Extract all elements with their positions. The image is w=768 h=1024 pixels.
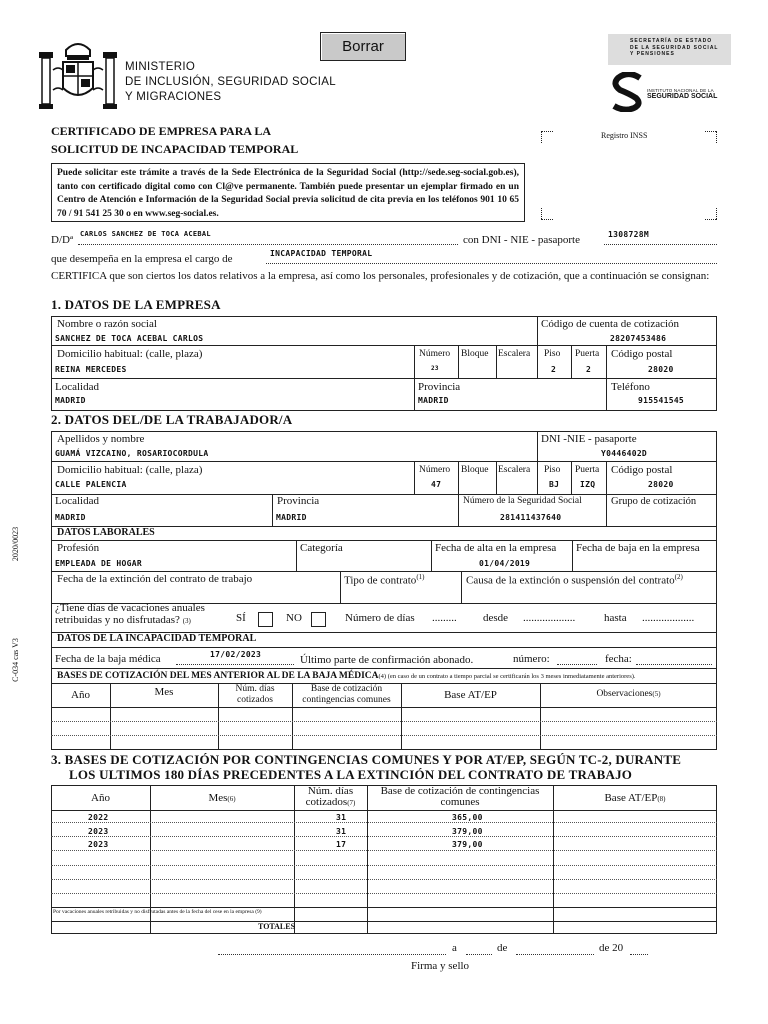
trabajador-apellidos-label: Apellidos y nombre [57, 433, 145, 445]
col-mes: Mes [154, 686, 174, 698]
empresa-cp-value[interactable]: 28020 [648, 365, 674, 374]
numero-dias-label: Número de días [345, 612, 415, 624]
empresa-telefono-label: Teléfono [611, 381, 650, 393]
section-3-heading-1: 3. BASES DE COTIZACIÓN POR CONTINGENCIAS COMUNES Y POR AT/EP, SEGÚN TC-2, DURANTE [51, 752, 682, 767]
ultimo-parte-label: Último parte de confirmación abonado. [300, 654, 474, 666]
borrar-button[interactable]: Borrar [320, 32, 406, 61]
row-ano: 2023 [88, 840, 109, 849]
trabajador-dni-label: DNI -NIE - pasaporte [541, 433, 637, 445]
page-title [51, 122, 298, 158]
s3-col-mes: Mes [208, 792, 228, 804]
col-atep: Base AT/EP [444, 689, 497, 701]
trabajador-puerta-label: Puerta [575, 465, 600, 475]
fecha-parte-field[interactable] [636, 653, 712, 665]
trabajador-domicilio-label: Domicilio habitual: (calle, plaza) [57, 464, 203, 476]
trabajador-bloque-label: Bloque [461, 465, 489, 475]
empresa-localidad-value[interactable]: MADRID [55, 396, 86, 405]
registro-corner [705, 131, 717, 143]
row-ano: 2022 [88, 813, 109, 822]
sec-line-3: Y PENSIONES [630, 51, 675, 57]
coat-of-arms-icon [36, 36, 120, 112]
trabajador-localidad-value[interactable]: MADRID [55, 513, 86, 522]
ministry-name [125, 60, 336, 105]
title-line-2: SOLICITUD DE INCAPACIDAD TEMPORAL [51, 142, 299, 156]
cargo-value: INCAPACIDAD TEMPORAL [270, 249, 373, 258]
dni-label: con DNI - NIE - pasaporte [463, 234, 580, 246]
secretaria-box [608, 34, 731, 65]
firma-label: Firma y sello [411, 960, 470, 972]
hasta-field[interactable]: ................... [642, 612, 695, 624]
section-3-heading [51, 752, 681, 782]
vacaciones-label-1: ¿Tiene días de vacaciones anuales [55, 602, 205, 614]
ministry-line-1: MINISTERIO [125, 61, 196, 73]
trabajador-puerta-value[interactable]: IZQ [580, 480, 596, 489]
trabajador-domicilio-value[interactable]: CALLE PALENCIA [55, 480, 127, 489]
registro-corner [541, 131, 553, 143]
empresa-domicilio-value[interactable]: REINA MERCEDES [55, 365, 127, 374]
sec-line-1: SECRETARÍA DE ESTADO [630, 38, 713, 44]
de-label: de [497, 942, 508, 954]
row-dias: 31 [336, 813, 347, 822]
empresa-telefono-value[interactable]: 915541545 [638, 396, 685, 405]
trabajador-nss-value[interactable]: 281411437640 [500, 513, 562, 522]
section-3-heading-2: LOS ULTIMOS 180 DÍAS PRECEDENTES A LA EXTINCIÓN DEL CONTRATO DE TRABAJO [69, 767, 633, 782]
causa-extincion-label: Causa de la extinción o suspensión del contrato [466, 574, 675, 587]
row-base: 379,00 [452, 827, 483, 836]
fecha-alta-value[interactable]: 01/04/2019 [479, 559, 531, 568]
profesion-value[interactable]: EMPLEADA DE HOGAR [55, 559, 142, 568]
dd-label: D/Dª [51, 234, 73, 246]
trabajador-numero-label: Número [419, 465, 451, 475]
desde-label: desde [483, 612, 509, 624]
de-20-label: de 20 [599, 942, 624, 954]
bases-row-2[interactable] [51, 735, 717, 736]
tipo-contrato-label: Tipo de contrato [344, 574, 417, 587]
bases-row-1[interactable] [51, 721, 717, 722]
col-dias: Núm. días cotizados [235, 684, 275, 705]
fecha-alta-label: Fecha de alta en la empresa [435, 542, 557, 554]
vacaciones-note: Por vacaciones anuales retribuidas y no disfrutadas antes de la fecha del cese en la empresa [53, 909, 254, 915]
row-dias: 31 [336, 827, 347, 836]
empresa-puerta-label: Puerta [575, 349, 600, 359]
fecha-baja-label: Fecha de baja en la empresa [576, 542, 700, 554]
vacaciones-label-2: retribuidas y no disfrutadas? [55, 614, 180, 626]
empresa-piso-value[interactable]: 2 [551, 365, 557, 374]
certifica-text: CERTIFICA que son ciertos los datos relativos a la empresa, así como los personales, profesionales y de cotización, que a continuación se consignan: [51, 270, 710, 282]
seguridad-social-logo-icon [610, 72, 646, 112]
trabajador-localidad-label: Localidad [55, 495, 99, 507]
dia-field[interactable] [466, 945, 492, 955]
registro-inss-label: Registro INSS [601, 131, 648, 140]
sec-line-2: DE LA SEGURIDAD SOCIAL [630, 44, 719, 51]
empresa-escalera-label: Escalera [498, 349, 531, 359]
bases-mes-anterior-note: (en caso de un contrato a tiempo parcial se certificarán los 3 meses inmediatamente anteriores). [387, 673, 636, 680]
col-observaciones: Observaciones [596, 689, 653, 699]
si-label: SÍ [236, 612, 246, 624]
trabajador-nss-label: Número de la Seguridad Social [463, 496, 582, 506]
trabajador-piso-label: Piso [544, 465, 561, 475]
registro-corner [705, 208, 717, 220]
no-label: NO [286, 612, 302, 624]
empresa-table [51, 316, 717, 411]
row-base: 365,00 [452, 813, 483, 822]
empresa-localidad-label: Localidad [55, 381, 99, 393]
profesion-label: Profesión [57, 542, 100, 554]
empresa-provincia-value[interactable]: MADRID [418, 396, 449, 405]
cargo-label: que desempeña en la empresa el cargo de [51, 253, 233, 265]
fecha-baja-medica-label: Fecha de la baja médica [55, 653, 161, 665]
s3-col-ano: Año [91, 792, 110, 804]
categoria-label: Categoría [300, 542, 343, 554]
si-checkbox[interactable] [258, 612, 273, 627]
col-base: Base de cotización contingencias comunes [302, 684, 391, 705]
empresa-nombre-value[interactable]: SANCHEZ DE TOCA ACEBAL CARLOS [55, 334, 204, 343]
desde-field[interactable]: ................... [523, 612, 576, 624]
trabajador-provincia-value[interactable]: MADRID [276, 513, 307, 522]
row-dias: 17 [336, 840, 347, 849]
empresa-piso-label: Piso [544, 349, 561, 359]
numero-parte-label: número: [513, 653, 550, 665]
mes-field[interactable] [516, 945, 594, 955]
seguridad-social-logo [647, 88, 717, 100]
lugar-field[interactable] [218, 945, 446, 955]
numero-dias-field[interactable]: ......... [432, 612, 457, 624]
title-line-1: CERTIFICADO DE EMPRESA PARA LA [51, 124, 272, 138]
ministry-line-2: DE INCLUSIÓN, SEGURIDAD SOCIAL [125, 76, 336, 88]
trabajador-apellidos-value[interactable]: GUAMÁ VIZCAINO, ROSARIOCORDULA [55, 449, 209, 458]
hasta-label: hasta [604, 612, 627, 624]
s3-col-dias: Núm. días cotizados [305, 785, 354, 808]
datos-it-heading: DATOS DE LA INCAPACIDAD TEMPORAL [57, 633, 257, 644]
empresa-numero-value[interactable]: 23 [431, 365, 439, 372]
section-2-heading: 2. DATOS DEL/DE LA TRABAJADOR/A [51, 412, 293, 427]
datos-laborales-heading: DATOS LABORALES [57, 527, 155, 538]
fecha-baja-medica-value: 17/02/2023 [210, 650, 262, 659]
bases-mes-anterior-heading: BASES DE COTIZACIÓN DEL MES ANTERIOR AL DE LA BAJA MÉDICA [57, 671, 379, 681]
totales-label: TOTALES [258, 922, 296, 931]
trabajador-cp-label: Código postal [611, 464, 673, 476]
registro-corner [541, 208, 553, 220]
empresa-provincia-label: Provincia [418, 381, 461, 393]
trabajador-dni-value[interactable]: Y0446402D [601, 449, 648, 458]
a-label: a [452, 942, 457, 954]
empresa-bloque-label: Bloque [461, 349, 489, 359]
dni-value: 1308728M [608, 230, 649, 239]
empresa-puerta-value[interactable]: 2 [586, 365, 592, 374]
ss-logo-line-2: SEGURIDAD SOCIAL [647, 93, 718, 100]
empresa-domicilio-label: Domicilio habitual: (calle, plaza) [57, 348, 203, 360]
no-checkbox[interactable] [311, 612, 326, 627]
numero-parte-field[interactable] [557, 653, 597, 665]
fecha-parte-label: fecha: [605, 653, 632, 665]
trabajador-numero-value[interactable]: 47 [431, 480, 442, 489]
trabajador-grupo-label: Grupo de cotización [611, 496, 697, 507]
s3-col-base: Base de cotización de contingencias comunes [380, 785, 540, 808]
empresa-nombre-label: Nombre o razón social [57, 318, 157, 330]
info-text: Puede solicitar este trámite a través de la Sede Electrónica de la Seguridad Social (http://sede.seg-social.gob.es), tanto con certificado digital como con Cl@ve permanente. También puede presentar un ejemplar firmado en un Centro de Atención e Información de la Seguridad Social previa solicitud de cita previa en los teléfonos 901 10 65 70 / 91 541 25 30 o en www.seg-social.es. [57, 168, 519, 219]
row-base: 379,00 [452, 840, 483, 849]
col-ano: Año [71, 689, 90, 701]
trabajador-cp-value[interactable]: 28020 [648, 480, 674, 489]
trabajador-escalera-label: Escalera [498, 465, 531, 475]
ano-field[interactable] [630, 945, 648, 955]
s3-col-atep: Base AT/EP [604, 792, 658, 804]
empresa-cp-label: Código postal [611, 348, 673, 360]
empresa-ccc-label: Código de cuenta de cotización [541, 318, 680, 330]
info-box [51, 163, 525, 222]
trabajador-piso-value[interactable]: BJ [549, 480, 560, 489]
extincion-label: Fecha de la extinción del contrato de trabajo [57, 573, 253, 585]
ss-logo-line-1: INSTITUTO NACIONAL DE LA [647, 88, 714, 93]
ministry-line-3: Y MIGRACIONES [125, 91, 222, 103]
dd-value: CARLOS SANCHEZ DE TOCA ACEBAL [80, 230, 211, 238]
row-ano: 2023 [88, 827, 109, 836]
trabajador-provincia-label: Provincia [277, 495, 320, 507]
empresa-numero-label: Número [419, 349, 451, 359]
section-1-heading: 1. DATOS DE LA EMPRESA [51, 297, 221, 312]
empresa-ccc-value[interactable]: 28207453486 [610, 334, 667, 343]
